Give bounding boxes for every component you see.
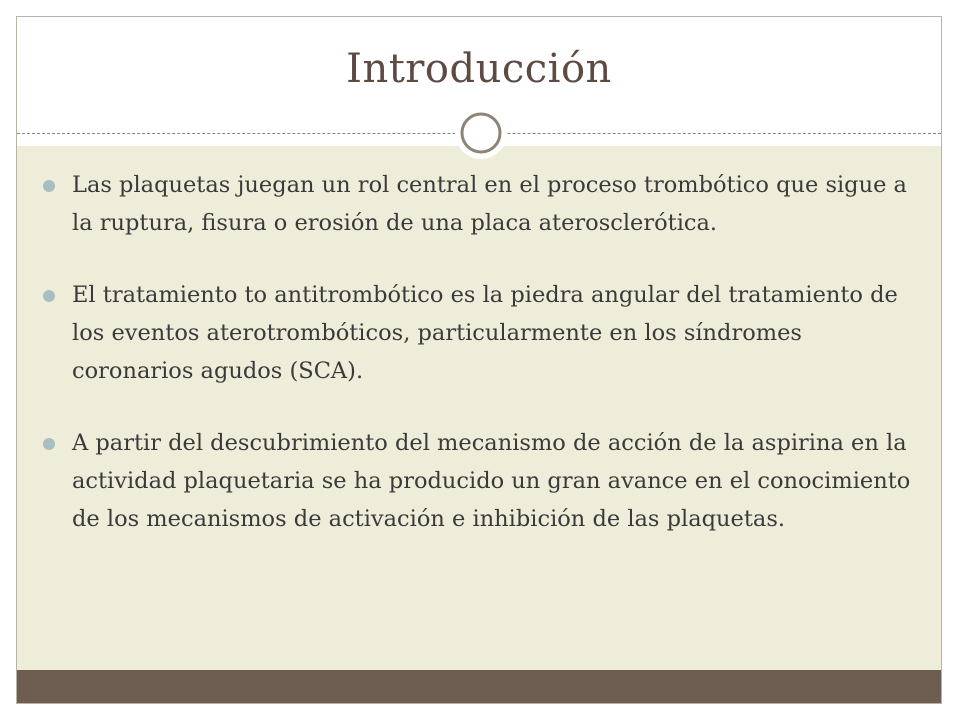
bullet-text: A partir del descubrimiento del mecanismo de acción de la aspirina en la actividad plaquetaria se ha producido un gran avance en el conocimiento de los mecanismos de activación e inhibición de las plaquetas.: [72, 430, 911, 532]
slide-title: Introducción: [346, 46, 612, 92]
bullet-dot-icon: [43, 180, 55, 192]
bullet-item: [40, 424, 920, 538]
bullet-item: [40, 276, 920, 390]
bullet-dot-icon: [43, 290, 55, 302]
bullet-list: [40, 166, 920, 572]
bullet-dot-icon: [43, 438, 55, 450]
bullet-text: Las plaquetas juegan un rol central en el proceso trombótico que sigue a la ruptura, fisura o erosión de una placa aterosclerótica.: [72, 172, 907, 236]
bullet-item: [40, 166, 920, 242]
ring-icon: [453, 105, 509, 161]
footer-bar: [17, 670, 941, 703]
bullet-text: El tratamiento to antitrombótico es la piedra angular del tratamiento de los eventos aterotrombóticos, particularmente en los síndromes coronarios agudos (SCA).: [72, 282, 898, 384]
